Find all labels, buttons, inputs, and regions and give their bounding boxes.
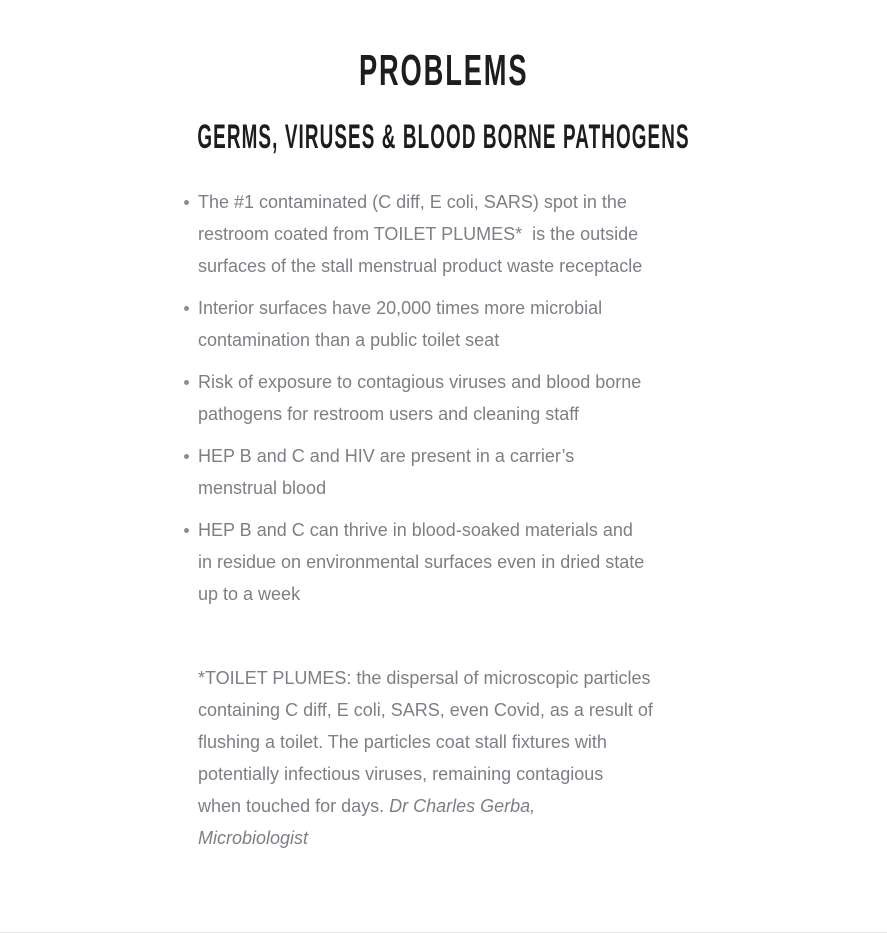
footnote-attribution: Microbiologist bbox=[198, 828, 309, 849]
page-title-text: PROBLEMS bbox=[358, 46, 529, 95]
list-item bbox=[183, 514, 728, 610]
footnote-line: flushing a toilet. The particles coat stall fixtures with bbox=[198, 732, 607, 753]
bullet-line: HEP B and C can thrive in blood-soaked materials and bbox=[198, 520, 633, 541]
bullet-line: contamination than a public toilet seat bbox=[198, 330, 500, 351]
bullet-line: Interior surfaces have 20,000 times more microbial bbox=[198, 298, 603, 319]
bullet-icon bbox=[184, 528, 189, 533]
list-item bbox=[183, 186, 728, 282]
bullet-line: HEP B and C and HIV are present in a carrier’s bbox=[198, 446, 575, 467]
bullet-line: in residue on environmental surfaces even in dried state bbox=[198, 552, 645, 573]
list-item bbox=[183, 366, 728, 430]
page-title bbox=[0, 46, 887, 97]
page-subtitle-text: GERMS, VIRUSES & BLOOD BORNE PATHOGENS bbox=[197, 117, 690, 156]
bullet-line: up to a week bbox=[198, 584, 301, 605]
list-item bbox=[183, 440, 728, 504]
bullet-icon bbox=[184, 454, 189, 459]
bullet-line: menstrual blood bbox=[198, 478, 327, 499]
bullet-line: surfaces of the stall menstrual product waste receptacle bbox=[198, 256, 643, 277]
footnote-line: potentially infectious viruses, remaining contagious bbox=[198, 764, 604, 785]
footnote-text: when touched for days. bbox=[198, 796, 390, 817]
page-subtitle bbox=[0, 117, 887, 158]
bullet-icon bbox=[184, 200, 189, 205]
footnote-line: containing C diff, E coli, SARS, even Covid, as a result of bbox=[198, 700, 653, 721]
footnote-attribution: Dr Charles Gerba, bbox=[389, 796, 536, 817]
list-item bbox=[183, 292, 728, 356]
content-column bbox=[183, 186, 728, 854]
bullet-line: pathogens for restroom users and cleaning staff bbox=[198, 404, 579, 425]
bullet-icon bbox=[184, 380, 189, 385]
footnote-line bbox=[198, 790, 728, 822]
bullet-line: The #1 contaminated (C diff, E coli, SARS) spot in the bbox=[198, 192, 627, 213]
bullet-list bbox=[183, 186, 728, 610]
bullet-line: restroom coated from TOILET PLUMES* is the outside bbox=[198, 224, 639, 245]
footnote bbox=[183, 662, 728, 854]
footnote-line: *TOILET PLUMES: the dispersal of microscopic particles bbox=[198, 668, 651, 689]
bullet-icon bbox=[184, 306, 189, 311]
bullet-line: Risk of exposure to contagious viruses and blood borne bbox=[198, 372, 642, 393]
